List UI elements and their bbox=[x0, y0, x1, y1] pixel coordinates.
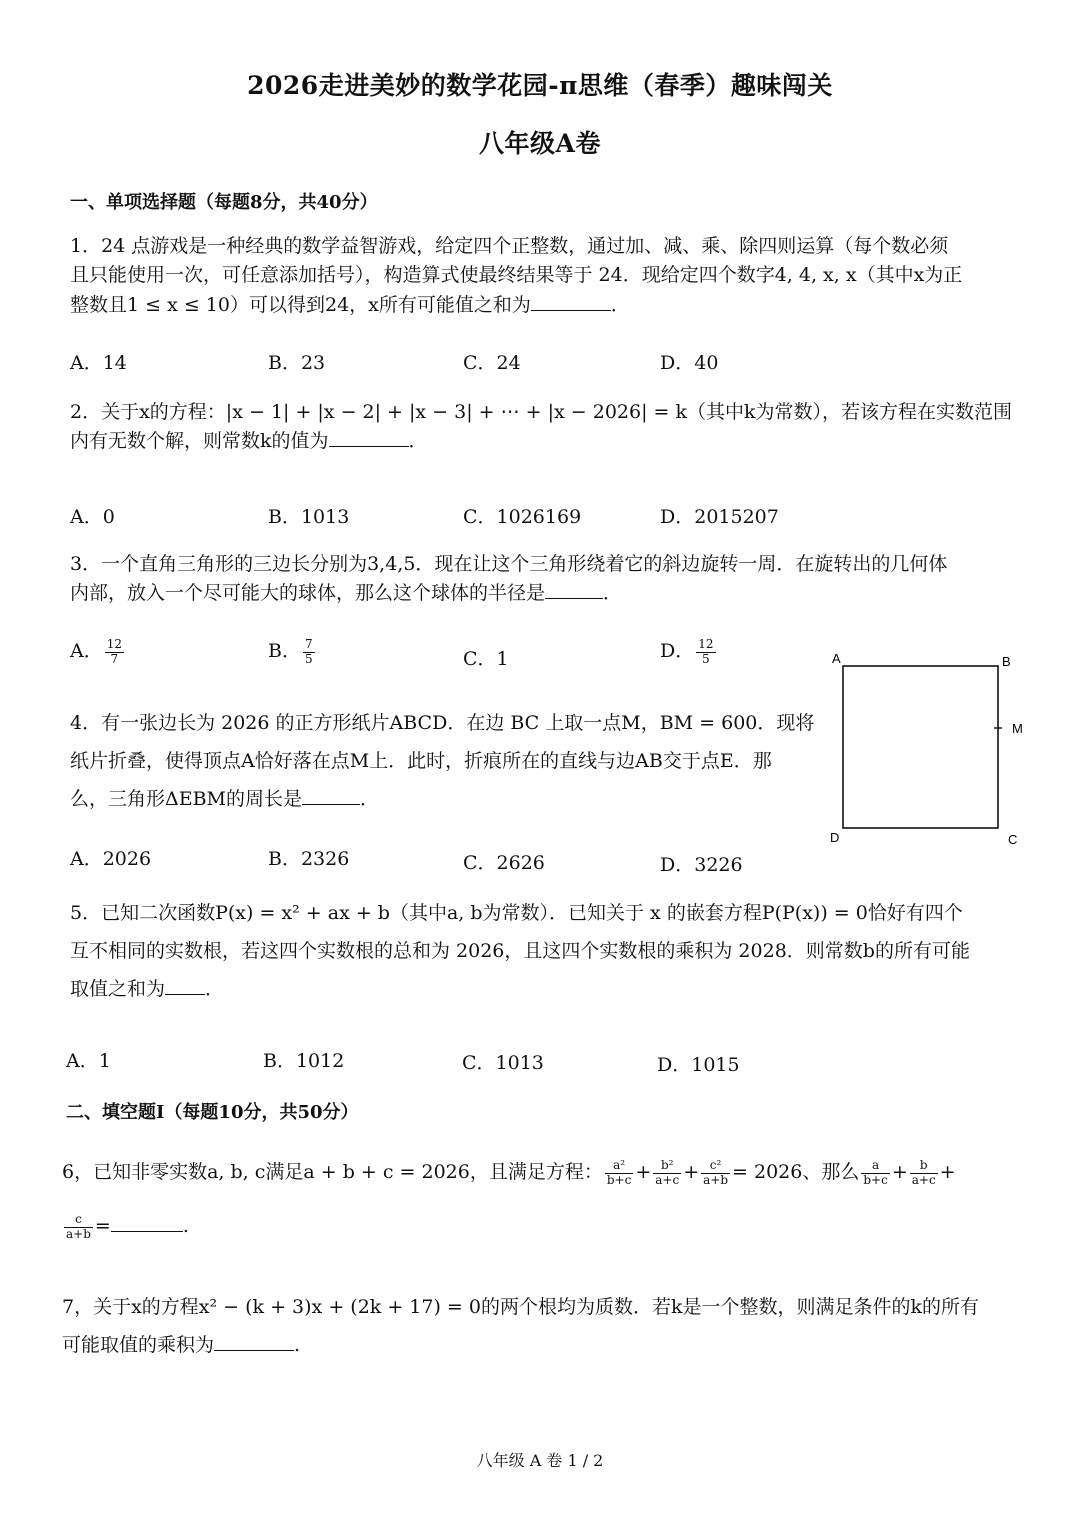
question-6-prefix: 6，已知非零实数a, b, c满足a + b + c = 2026，且满足方程： bbox=[62, 1161, 603, 1183]
q3-option-d[interactable] bbox=[660, 636, 718, 666]
q1-option-c[interactable]: C．24 bbox=[463, 352, 521, 374]
question-4 bbox=[70, 704, 814, 818]
question-5-line-2: 互不相同的实数根，若这四个实数根的总和为 2026，且这四个实数根的乘积为 2028．则常数b的所有可能 bbox=[70, 940, 970, 962]
q2-option-d[interactable]: D．2015207 bbox=[660, 506, 779, 528]
q6-f3-den: a+b bbox=[703, 1172, 729, 1187]
q6-equals: = bbox=[94, 1215, 111, 1237]
label-d: D bbox=[830, 830, 840, 845]
section-title-fill: 二、填空题Ⅰ（每题10分，共50分） bbox=[66, 1102, 359, 1123]
question-1-line-3 bbox=[70, 291, 962, 320]
q6-g3-num: c bbox=[64, 1213, 93, 1227]
q4-option-a[interactable]: A．2026 bbox=[70, 848, 152, 870]
answer-blank-2[interactable] bbox=[329, 428, 409, 447]
q5-option-d[interactable]: D．1015 bbox=[657, 1054, 740, 1076]
question-6 bbox=[62, 1158, 956, 1187]
q3-option-d-label: D． bbox=[660, 640, 695, 662]
q5-option-a[interactable]: A．1 bbox=[66, 1050, 111, 1072]
q6-fraction-a bbox=[861, 1159, 889, 1186]
q6-plus-4: + bbox=[939, 1161, 956, 1183]
section-title-choice: 一、单项选择题（每题8分，共40分） bbox=[70, 192, 378, 213]
q2-option-c[interactable]: C．1026169 bbox=[463, 506, 582, 528]
q6-g1-num: a bbox=[861, 1159, 889, 1173]
q3-option-b-num: 7 bbox=[304, 637, 313, 652]
q6-plus-2: + bbox=[683, 1161, 700, 1183]
question-4-line-2: 纸片折叠，使得顶点A恰好落在点M上．此时，折痕所在的直线与边AB交于点E．那 bbox=[70, 750, 772, 772]
question-6-end: . bbox=[182, 1215, 189, 1237]
q6-f3-num: c² bbox=[701, 1159, 730, 1173]
q5-option-c[interactable]: C．1013 bbox=[462, 1052, 544, 1074]
q3-option-d-num: 12 bbox=[698, 637, 714, 652]
question-5-line-3-text: 取值之和为 bbox=[70, 978, 166, 1000]
q6-fraction-b2 bbox=[653, 1159, 681, 1186]
q3-option-b[interactable] bbox=[268, 636, 317, 666]
question-7-line-2-text: 可能取值的乘积为 bbox=[62, 1334, 215, 1356]
question-4-line-3 bbox=[70, 780, 814, 818]
q6-f1-den: b+c bbox=[606, 1172, 632, 1187]
label-a: A bbox=[832, 651, 841, 666]
question-5-line-1: 5．已知二次函数P(x) = x² + ax + b（其中a, b为常数）．已知关于 x 的嵌套方程P(P(x)) = 0恰好有四个 bbox=[70, 902, 963, 924]
q6-g2-den: a+c bbox=[911, 1172, 936, 1187]
q3-option-a-label: A． bbox=[70, 640, 103, 662]
q2-option-b[interactable]: B．1013 bbox=[268, 506, 350, 528]
q1-option-b[interactable]: B．23 bbox=[268, 352, 326, 374]
q3-option-d-den: 5 bbox=[702, 651, 710, 666]
q6-g2-num: b bbox=[910, 1159, 938, 1173]
q6-f1-num: a² bbox=[605, 1159, 633, 1173]
question-2-line-2-text: 内有无数个解，则常数k的值为 bbox=[70, 430, 329, 453]
question-5 bbox=[70, 894, 970, 1008]
question-1-line-3-text: 整数且1 ≤ x ≤ 10）可以得到24，x所有可能值之和为 bbox=[70, 293, 531, 316]
question-5-end: ． bbox=[205, 978, 225, 1000]
q3-option-b-fraction bbox=[303, 638, 315, 665]
page-footer: 八年级 A 卷 1 / 2 bbox=[476, 1451, 604, 1470]
question-6-line-2 bbox=[62, 1212, 189, 1241]
answer-blank-4[interactable] bbox=[302, 786, 360, 805]
answer-blank-5[interactable] bbox=[165, 976, 205, 995]
q4-option-c[interactable]: C．2626 bbox=[463, 852, 545, 874]
question-7 bbox=[62, 1288, 979, 1364]
q4-option-b[interactable]: B．2326 bbox=[268, 848, 350, 870]
q3-option-d-fraction bbox=[696, 638, 715, 665]
q1-option-a[interactable]: A．14 bbox=[70, 352, 127, 374]
question-3-line-2-text: 内部，放入一个尽可能大的球体，那么这个球体的半径是 bbox=[70, 582, 546, 605]
page-subtitle: 八年级A卷 bbox=[479, 129, 601, 158]
label-m: M bbox=[1012, 721, 1023, 736]
label-b: B bbox=[1002, 654, 1011, 669]
square-abcd bbox=[843, 666, 998, 828]
q6-plus-1: + bbox=[635, 1161, 652, 1183]
q6-f2-num: b² bbox=[653, 1159, 681, 1173]
q6-fraction-a2 bbox=[605, 1159, 633, 1186]
q1-option-d[interactable]: D．40 bbox=[660, 352, 719, 374]
q3-option-c[interactable]: C．1 bbox=[463, 648, 509, 670]
q6-fraction-b bbox=[910, 1159, 938, 1186]
q3-option-b-label: B． bbox=[268, 640, 301, 662]
answer-blank-7[interactable] bbox=[214, 1332, 294, 1351]
question-5-line-3 bbox=[70, 970, 970, 1008]
question-1 bbox=[70, 232, 962, 320]
question-1-line-2: 且只能使用一次，可任意添加括号），构造算式使最终结果等于 24．现给定四个数字4, 4, x, x（其中x为正 bbox=[70, 264, 963, 287]
page-title: 2026走进美妙的数学花园-π思维（春季）趣味闯关 bbox=[247, 71, 833, 100]
question-4-line-3-text: 么，三角形ΔEBM的周长是 bbox=[70, 788, 303, 810]
q3-option-b-den: 5 bbox=[304, 651, 313, 666]
label-c: C bbox=[1008, 832, 1018, 847]
question-1-line-1: 1．24 点游戏是一种经典的数学益智游戏，给定四个正整数，通过加、减、乘、除四则运算（每个数必须 bbox=[70, 235, 949, 257]
square-figure bbox=[826, 648, 1036, 848]
question-4-line-1: 4．有一张边长为 2026 的正方形纸片ABCD．在边 BC 上取一点M，BM = 600．现将 bbox=[70, 712, 815, 734]
answer-blank-3[interactable] bbox=[545, 580, 603, 599]
q2-option-a[interactable]: A．0 bbox=[70, 506, 115, 528]
question-7-line-2 bbox=[62, 1326, 979, 1364]
q6-fraction-c bbox=[64, 1213, 93, 1240]
question-3 bbox=[70, 550, 947, 609]
question-7-end: . bbox=[294, 1334, 301, 1356]
q6-g1-den: b+c bbox=[863, 1172, 888, 1187]
question-4-end: ． bbox=[360, 788, 380, 810]
question-7-line-1: 7，关于x的方程x² − (k + 3)x + (2k + 17) = 0的两个根均为质数．若k是一个整数，则满足条件的k的所有 bbox=[62, 1296, 979, 1318]
question-2 bbox=[70, 398, 1012, 457]
q5-option-b[interactable]: B．1012 bbox=[263, 1050, 345, 1072]
q6-f2-den: a+c bbox=[655, 1172, 680, 1187]
question-3-line-1: 3．一个直角三角形的三边长分别为3,4,5．现在让这个三角形绕着它的斜边旋转一周．在旋转出的几何体 bbox=[70, 553, 948, 575]
answer-blank-6[interactable] bbox=[111, 1213, 183, 1232]
question-3-line-2 bbox=[70, 579, 947, 608]
q6-plus-3: + bbox=[891, 1161, 908, 1183]
q4-option-d[interactable]: D．3226 bbox=[660, 854, 743, 876]
q3-option-a-num: 12 bbox=[106, 637, 123, 652]
q6-fraction-c2 bbox=[701, 1159, 730, 1186]
q6-g3-den: a+b bbox=[66, 1226, 91, 1241]
answer-blank-1[interactable] bbox=[531, 292, 611, 311]
question-1-end: ． bbox=[610, 293, 630, 316]
question-2-line-1: 2．关于x的方程：|x − 1| + |x − 2| + |x − 3| + ⋯ + |x − 2026| = k（其中k为常数），若该方程在实数范围 bbox=[70, 401, 1013, 423]
q3-option-a-den: 7 bbox=[110, 651, 119, 666]
question-2-line-2 bbox=[70, 427, 1012, 456]
question-2-end: ． bbox=[408, 430, 428, 453]
question-3-end: ． bbox=[603, 582, 623, 605]
q3-option-a-fraction bbox=[105, 638, 124, 665]
question-6-mid: = 2026、那么 bbox=[732, 1161, 860, 1183]
q3-option-a[interactable] bbox=[70, 636, 126, 666]
